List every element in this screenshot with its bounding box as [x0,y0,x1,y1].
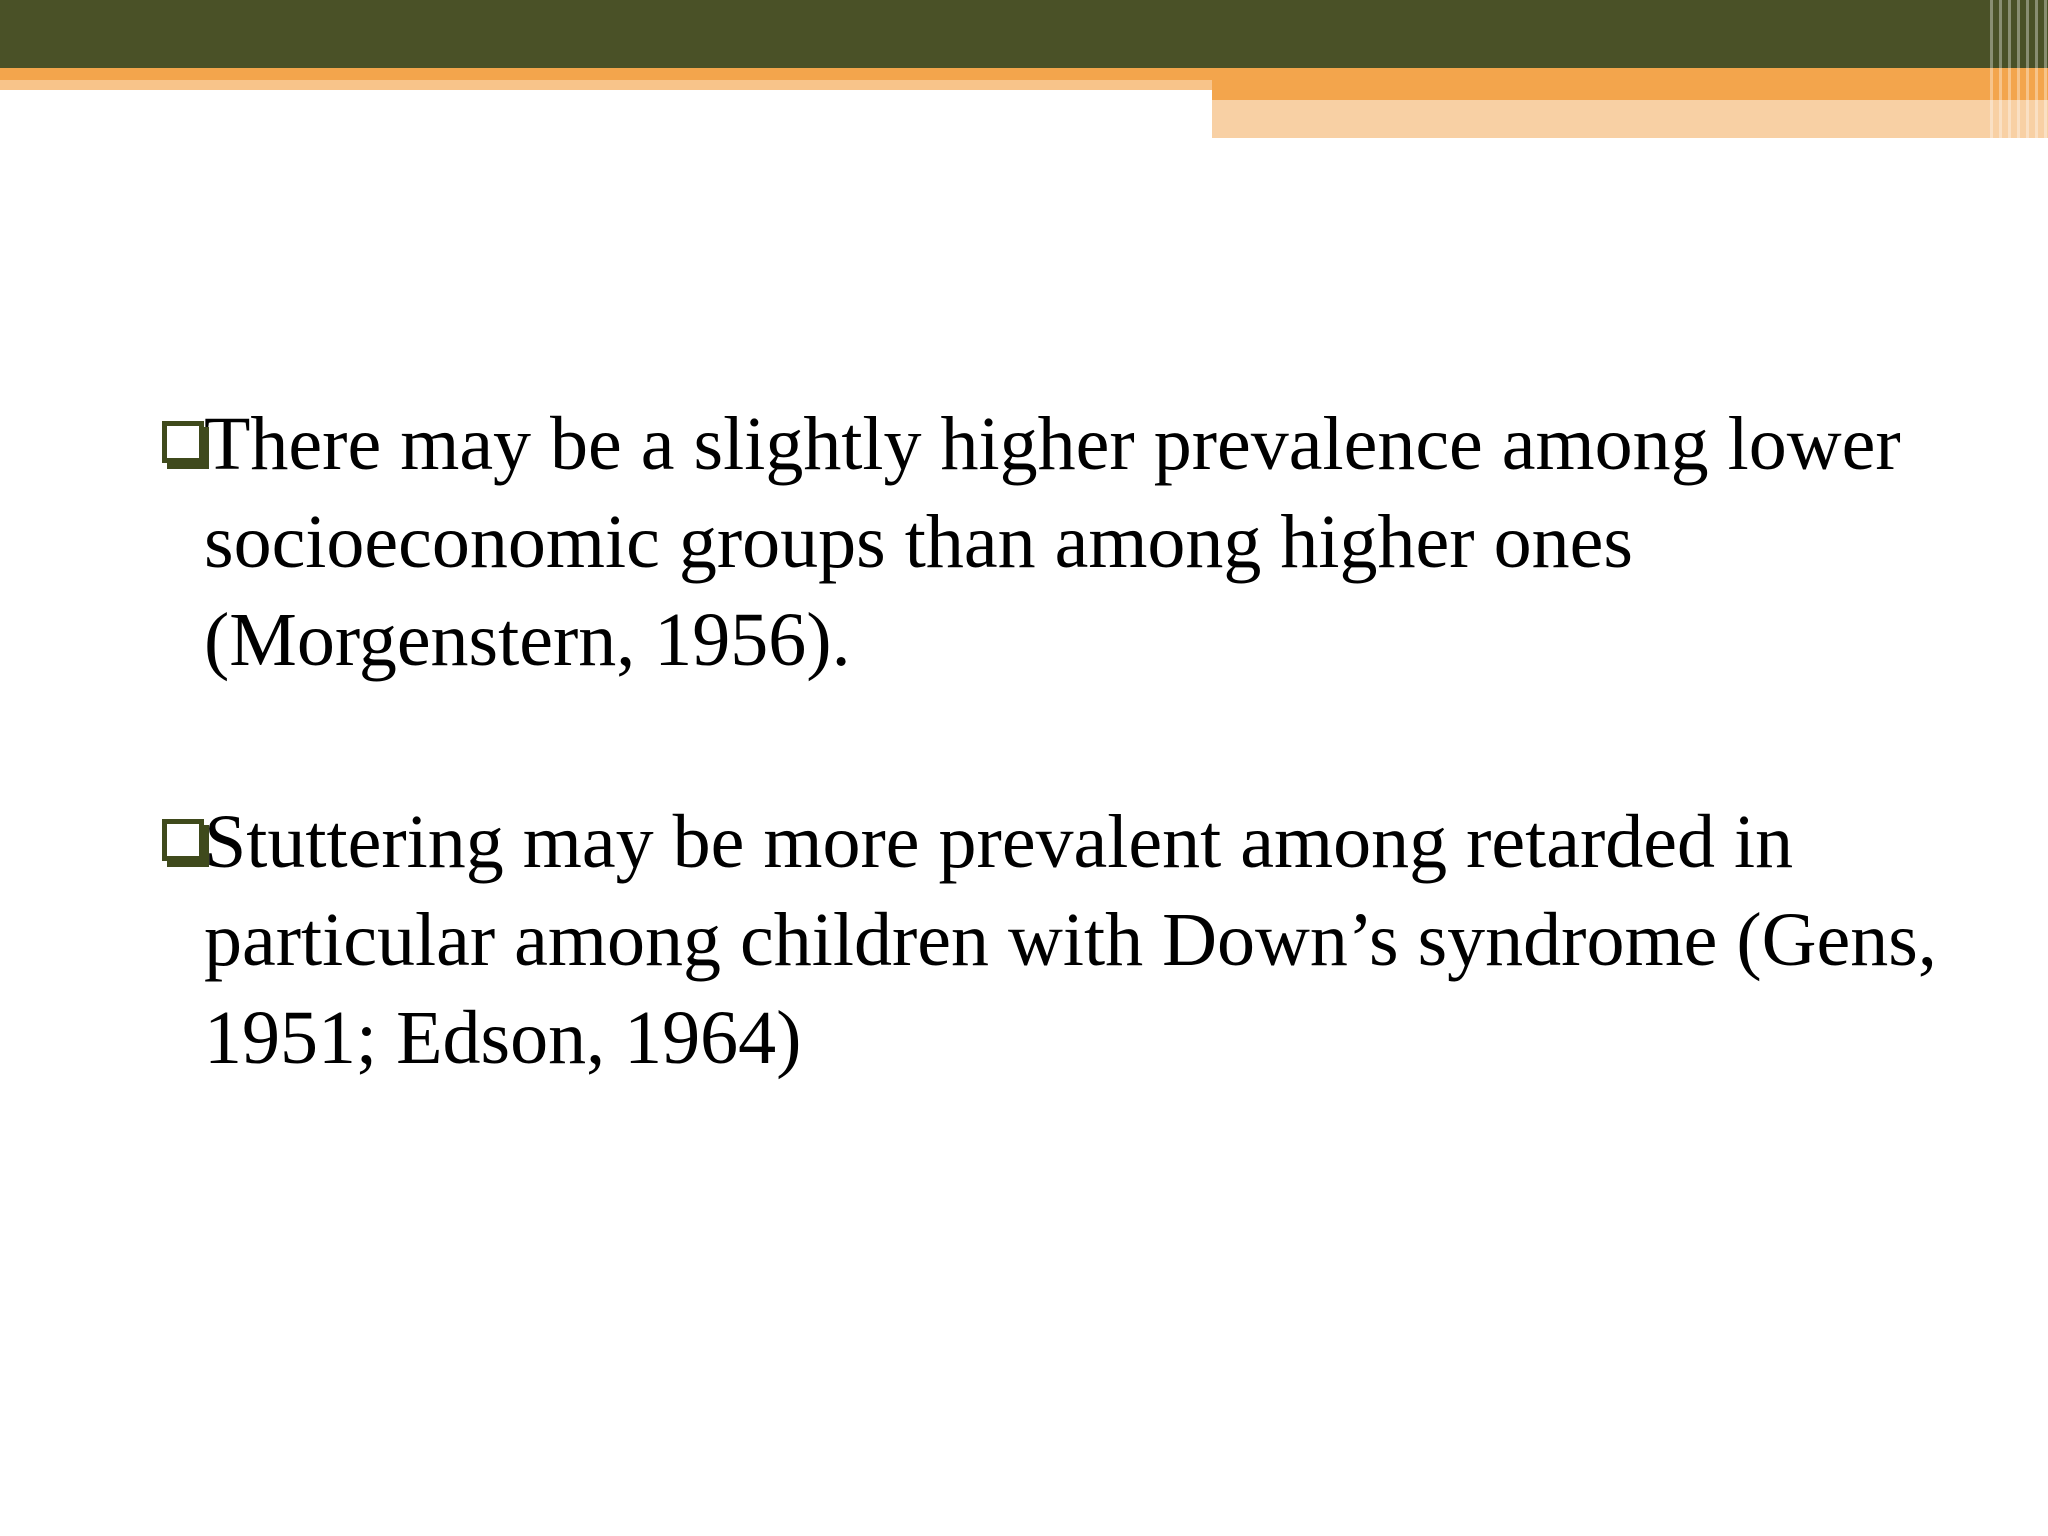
bullet-text: There may be a slightly higher prevalence among lower socioeconomic groups than among higher ones (Morgenstern, 1956). [204,402,1901,682]
header-peach-block [1212,100,2048,138]
hollow-square-bullet-icon [156,803,200,863]
header-dark-band [0,0,2048,68]
header-edge-stripes [1984,0,2048,140]
bullet-list [148,395,1968,1087]
header-orange-strip [0,68,1212,90]
bullet-text: Stuttering may be more prevalent among retarded in particular among children with Down’s syndrome (Gens, 1951; Edson, 1964) [204,800,1937,1080]
slide-body [148,395,1968,1191]
header-orange-block [1212,68,2048,100]
bullet-item [148,793,1968,1087]
hollow-square-bullet-icon [156,405,200,465]
bullet-item [148,395,1968,689]
